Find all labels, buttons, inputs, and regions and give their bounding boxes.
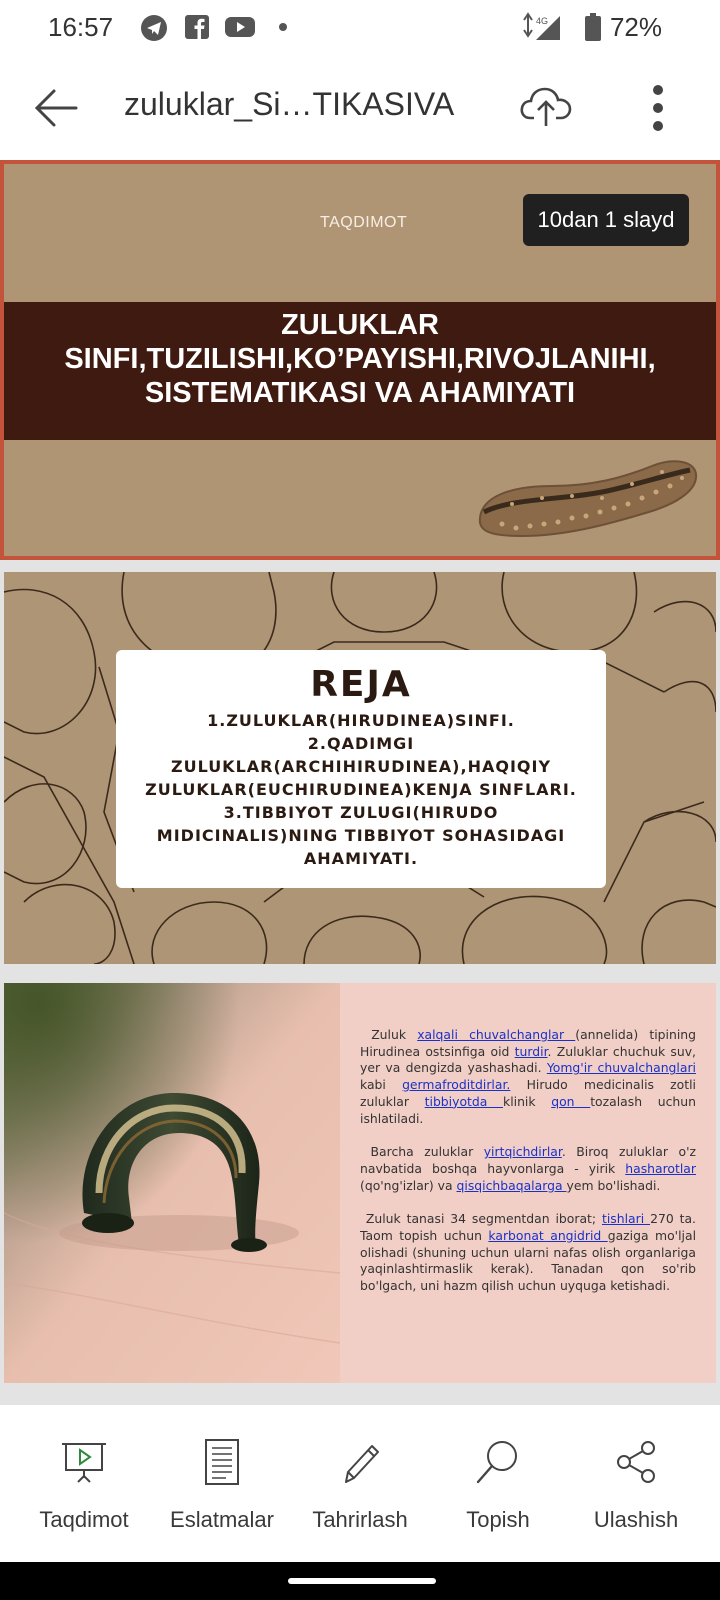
- bottom-toolbar: [0, 1410, 720, 1562]
- slide-3-info[interactable]: [4, 983, 716, 1383]
- link-qisqichbaqalarga[interactable]: qisqichbaqalarga: [456, 1177, 567, 1193]
- text-span: . Biroq zuluklar o'z navbatida boshqa hayvonlarga - yirik: [360, 1144, 696, 1176]
- text-span: (annelida) tipining Hirudinea ostsinfiga oid: [360, 1027, 696, 1059]
- plan-title: REJA: [310, 664, 412, 705]
- paragraph-2: [360, 1144, 696, 1194]
- share-icon: [612, 1438, 660, 1486]
- notes-icon: [198, 1438, 246, 1486]
- telegram-icon: [140, 14, 168, 42]
- slide-text: [360, 1027, 696, 1312]
- network-label: 4G: [536, 16, 549, 26]
- edit-button[interactable]: [292, 1438, 428, 1533]
- slide-kicker: TAQDIMOT: [320, 214, 408, 231]
- text-span: 270 ta. Taom topish uchun: [360, 1211, 696, 1244]
- signal-icon: [520, 12, 562, 42]
- text-span: tozalash uchun ishlatiladi.: [360, 1093, 696, 1126]
- link-yomgir-chuvalchanglari[interactable]: Yomg'ir chuvalchanglari: [546, 1060, 696, 1076]
- paragraph-1: [360, 1027, 696, 1127]
- leech-illustration: [472, 448, 702, 548]
- plan-card: [116, 650, 606, 888]
- text-span: Hirudo medicinalis zotli zuluklar: [360, 1077, 696, 1109]
- text-span: . Zuluklar chuchuk suv, yer va dengizda yashashadi.: [360, 1043, 696, 1076]
- text-span: Barcha zuluklar: [370, 1144, 484, 1160]
- toolbar-label: Tahrirlash: [312, 1507, 408, 1532]
- more-vertical-icon[interactable]: [640, 80, 676, 136]
- plan-item: 1.ZULUKLAR(HIRUDINEA)SINFI.: [207, 711, 515, 730]
- link-qon[interactable]: qon: [551, 1093, 591, 1109]
- slides-list[interactable]: [0, 160, 720, 1405]
- link-germafroditdirlar[interactable]: germafroditdirlar.: [402, 1077, 511, 1093]
- slide-counter-badge: 10dan 1 slayd: [523, 194, 689, 246]
- headline-line: SINFI,TUZILISHI,KO’PAYISHI,RIVOJLANIHI,: [64, 343, 656, 375]
- presentation-icon: [60, 1438, 108, 1486]
- system-nav-bar: [0, 1562, 720, 1600]
- home-gesture-handle[interactable]: [288, 1578, 436, 1584]
- share-button[interactable]: [568, 1438, 704, 1533]
- title-band: [4, 302, 716, 440]
- headline-line: SISTEMATIKASI VA AHAMIYATI: [144, 377, 576, 409]
- toolbar-label: Topish: [466, 1507, 530, 1532]
- status-time: 16:57: [48, 12, 114, 42]
- link-karbonat-angidrid[interactable]: karbonat angidrid: [488, 1228, 608, 1244]
- plan-list: [136, 709, 586, 870]
- search-icon: [474, 1438, 522, 1486]
- notes-button[interactable]: [154, 1438, 290, 1533]
- link-yirtqichdirlar[interactable]: yirtqichdirlar: [483, 1144, 562, 1160]
- cloud-upload-icon[interactable]: [518, 78, 574, 134]
- text-span: yem bo'lishadi.: [566, 1177, 661, 1193]
- notification-dot-icon: [278, 22, 288, 32]
- leech-photo: [4, 983, 340, 1383]
- battery-percent: 72%: [609, 12, 662, 42]
- slide-1-title[interactable]: [0, 160, 720, 560]
- text-span: Zuluk tanasi 34 segmentdan iborat;: [365, 1211, 602, 1227]
- toolbar-label: Taqdimot: [39, 1507, 129, 1532]
- text-span: Zuluk: [371, 1027, 418, 1042]
- plan-item: 2.QADIMGI ZULUKLAR(ARCHIHIRUDINEA),HAQIQIY ZULUKLAR(EUCHIRUDINEA)KENJA SINFLARI.: [145, 734, 577, 799]
- document-title: zuluklar_Si…TIKASIVA: [124, 86, 455, 122]
- text-span: (qo'ng'izlar) va: [360, 1177, 457, 1193]
- toolbar-label: Ulashish: [593, 1507, 679, 1532]
- text-span: kabi: [360, 1077, 403, 1093]
- text-span: gaziga mo'ljal olishadi (shuning uchun ularni nafas olish organlariga yaqinlashtirmaslik kerak). Tanadan qon so'rib bo'lgach, uni hazm qilish uchun uyquga ketishadi.: [360, 1228, 697, 1294]
- slide-headline: [4, 308, 716, 410]
- app-bar: [0, 56, 720, 160]
- facebook-icon: [184, 14, 210, 40]
- pencil-icon: [336, 1438, 384, 1486]
- plan-item: 3.TIBBIYOT ZULUGI(HIRUDO MIDICINALIS)NING TIBBIYOT SOHASIDAGI AHAMIYATI.: [156, 803, 566, 868]
- back-arrow-icon[interactable]: [30, 82, 82, 134]
- battery-icon: [584, 12, 602, 42]
- text-span: klinik: [503, 1093, 552, 1109]
- link-hasharotlar[interactable]: hasharotlar: [625, 1160, 696, 1176]
- paragraph-3: [360, 1211, 696, 1295]
- link-xalqali-chuvalchanglar[interactable]: xalqali chuvalchanglar: [417, 1027, 576, 1042]
- slide-2-plan[interactable]: [4, 572, 716, 964]
- link-tibbiyotda[interactable]: tibbiyotda: [424, 1093, 504, 1109]
- status-bar: [0, 0, 720, 56]
- find-button[interactable]: [430, 1438, 566, 1533]
- toolbar-label: Eslatmalar: [170, 1507, 274, 1532]
- link-tishlari[interactable]: tishlari: [601, 1211, 651, 1227]
- youtube-icon: [224, 14, 256, 40]
- headline-line: ZULUKLAR: [281, 309, 439, 341]
- present-button[interactable]: [16, 1438, 152, 1533]
- link-turdir[interactable]: turdir: [514, 1043, 548, 1059]
